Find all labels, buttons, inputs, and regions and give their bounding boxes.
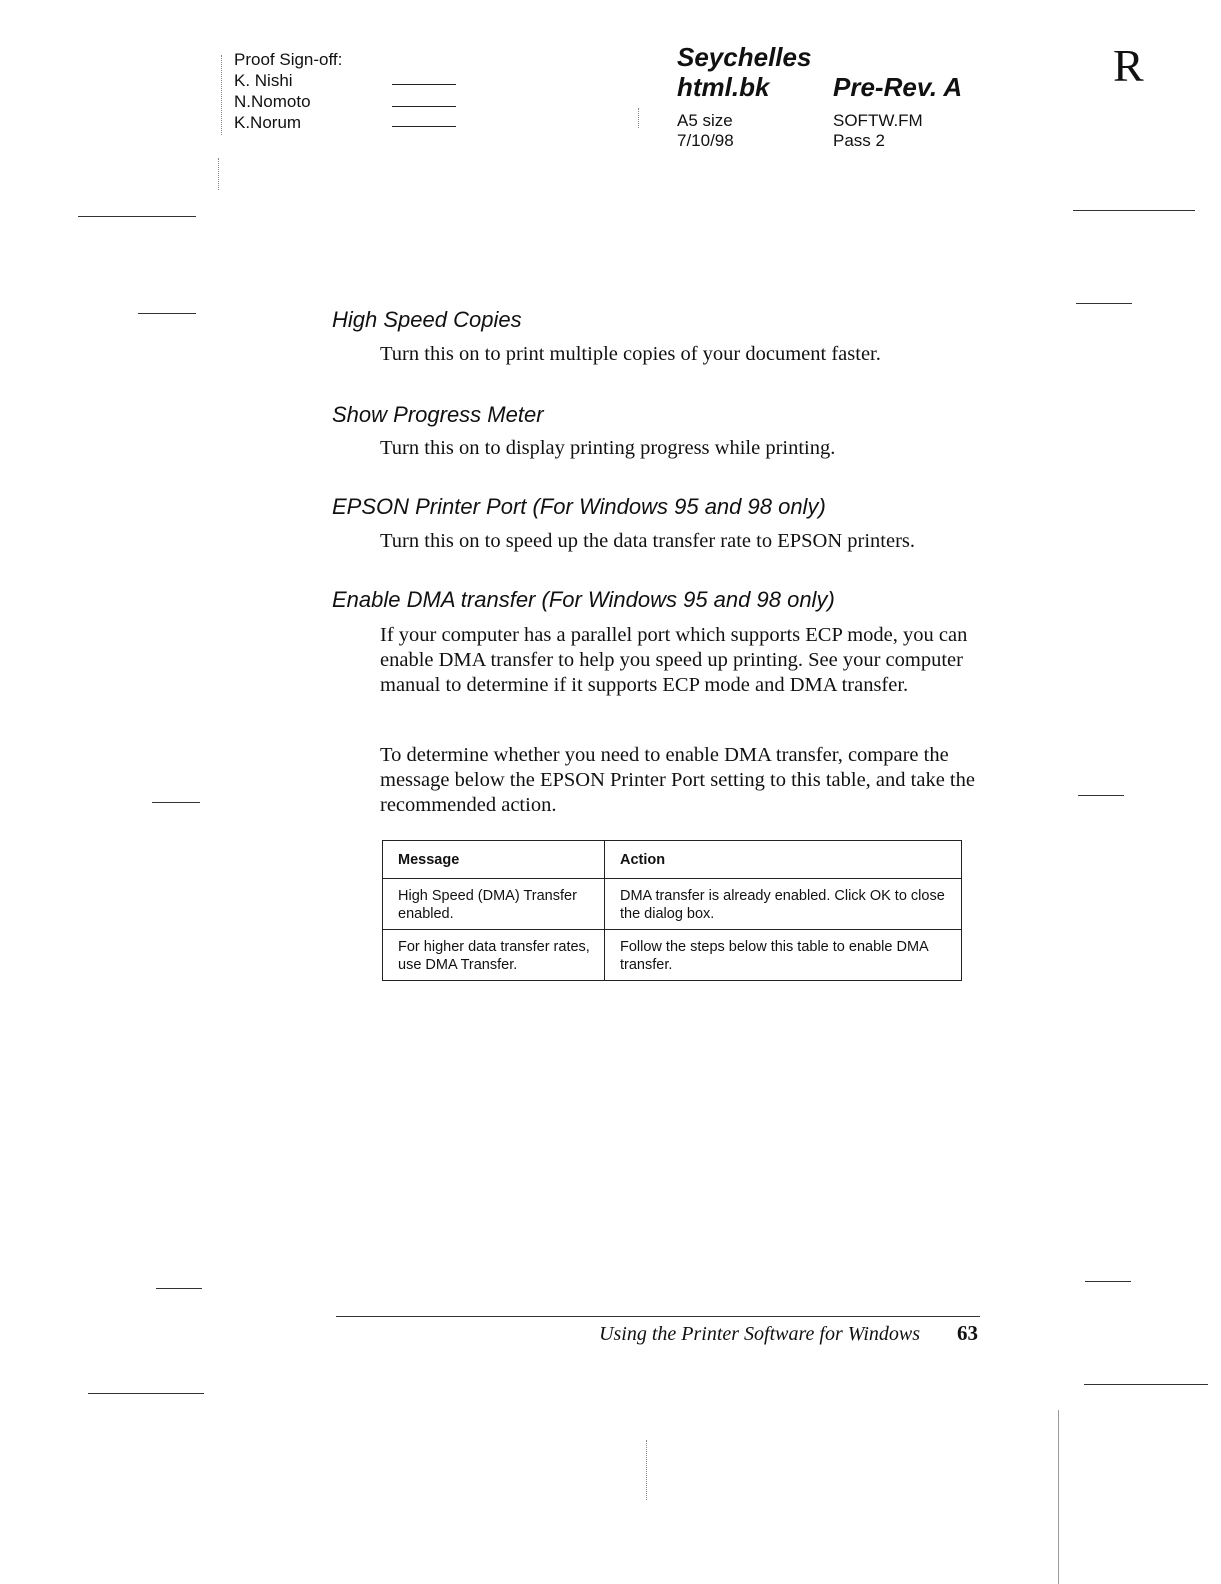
section-heading: Show Progress Meter [332,402,544,427]
crop-mark [1073,210,1195,211]
section-heading: Enable DMA transfer (For Windows 95 and 98 only) [332,587,835,612]
page-number: 63 [957,1321,978,1345]
edge-line [1058,1410,1059,1584]
pass-number: Pass 2 [833,131,885,150]
section-body: If your computer has a parallel port which supports ECP mode, you can enable DMA transfer to help you speed up printing. See your computer manual to determine if it supports ECP mode and DMA transfer. [380,624,968,696]
footer-rule [336,1316,980,1317]
crop-mark [88,1393,204,1394]
signature-line [392,84,456,85]
center-mark [646,1440,647,1500]
margin-dots [218,158,219,190]
proof-signoff [234,49,342,133]
reviewer-name: K.Norum [234,113,302,132]
source-file: SOFTW.FM [833,111,923,130]
doc-meta-left [677,111,734,151]
dma-message-table [382,840,962,981]
crop-mark [1078,795,1124,796]
signature-line [392,106,456,107]
crop-mark [1084,1384,1208,1385]
reviewer-name: N.Nomoto [234,92,311,111]
message-cell: For higher data transfer rates, use DMA Transfer. [383,930,605,981]
crop-mark [152,802,200,803]
message-cell: High Speed (DMA) Transfer enabled. [383,879,605,930]
column-header-action: Action [605,841,962,879]
book-title [677,42,811,102]
section-body: Turn this on to display printing progress while printing. [380,437,836,459]
section-heading: EPSON Printer Port (For Windows 95 and 98 only) [332,494,826,519]
proof-signoff-label: Proof Sign-off: [234,50,343,69]
column-header-message: Message [383,841,605,879]
crop-mark [156,1288,202,1289]
doc-date: 7/10/98 [677,131,734,150]
page-size: A5 size [677,111,733,130]
revision-label: Pre-Rev. A [833,72,963,102]
running-footer: Using the Printer Software for Windows [599,1323,920,1345]
signature-line [392,126,456,127]
crop-mark [138,313,196,314]
action-cell: Follow the steps below this table to enable DMA transfer. [605,930,962,981]
margin-dots [638,108,639,128]
margin-dots [221,55,222,135]
table-row [383,930,962,981]
section-heading: High Speed Copies [332,307,522,332]
book-file: html.bk [677,72,770,102]
crop-mark [1085,1281,1131,1282]
action-cell: DMA transfer is already enabled. Click OK to close the dialog box. [605,879,962,930]
crop-mark [1076,303,1132,304]
table-intro: To determine whether you need to enable DMA transfer, compare the message below the EPSON Printer Port setting to this table, and take the recommended action. [380,744,975,816]
table-row [383,879,962,930]
reviewer-name: K. Nishi [234,71,293,90]
book-name: Seychelles [677,42,812,72]
crop-mark [78,216,196,217]
table-header-row [383,841,962,879]
section-body: Turn this on to print multiple copies of your document faster. [380,343,881,365]
revision-mark: R [1113,40,1144,91]
doc-meta-right [833,111,923,151]
section-body: Turn this on to speed up the data transfer rate to EPSON printers. [380,530,916,552]
